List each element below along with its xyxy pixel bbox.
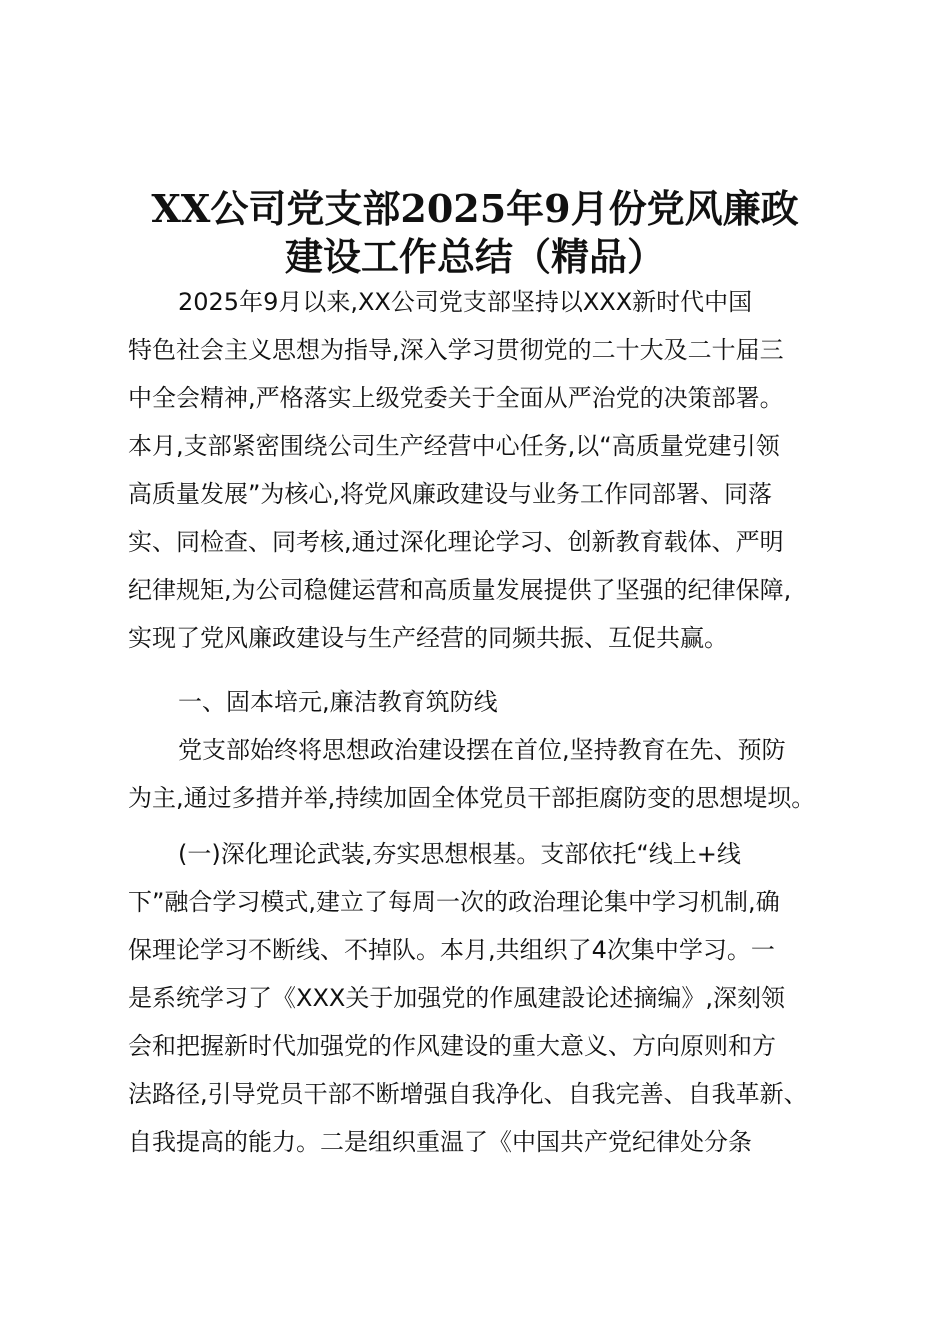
paragraph-1-line-3: 中全会精神,严格落实上级党委关于全面从严治党的决策部署。 <box>128 384 784 412</box>
paragraph-3-line-4: 是系统学习了《XXX关于加强党的作風建設论述摘编》,深刻领 <box>128 984 785 1012</box>
paragraph-1-line-4: 本月,支部紧密围绕公司生产经营中心任务,以“高质量党建引领 <box>128 432 780 460</box>
section-heading-1: 一、固本培元,廉洁教育筑防线 <box>178 688 498 716</box>
paragraph-1-line-1: 2025年9月以来,XX公司党支部坚持以XXX新时代中国 <box>178 288 753 316</box>
paragraph-3-line-7: 自我提高的能力。二是组织重温了《中国共产党纪律处分条 <box>128 1128 752 1156</box>
paragraph-3-line-2: 下”融合学习模式,建立了每周一次的政治理论集中学习机制,确 <box>128 888 780 916</box>
paragraph-3-line-6: 法路径,引导党员干部不断增强自我净化、自我完善、自我革新、 <box>128 1080 808 1108</box>
paragraph-1-line-7: 纪律规矩,为公司稳健运营和高质量发展提供了坚强的纪律保障, <box>128 576 792 604</box>
paragraph-3-line-3: 保理论学习不断线、不掉队。本月,共组织了4次集中学习。一 <box>128 936 775 964</box>
paragraph-2-line-1: 党支部始终将思想政治建设摆在首位,坚持教育在先、预防 <box>178 736 786 764</box>
document-title-line-2: 建设工作总结（精品） <box>284 234 665 279</box>
paragraph-2-line-2: 为主,通过多措并举,持续加固全体党员干部拒腐防变的思想堤坝。 <box>128 784 816 812</box>
paragraph-1-line-5: 高质量发展”为核心,将党风廉政建设与业务工作同部署、同落 <box>128 480 773 508</box>
paragraph-1-line-8: 实现了党风廉政建设与生产经营的同频共振、互促共赢。 <box>128 624 728 652</box>
paragraph-3-line-1: (一)深化理论武装,夯实思想根基。支部依托“线上+线 <box>178 840 741 868</box>
document-title-line-1: XX公司党支部2025年9月份党风廉政 <box>151 186 799 231</box>
paragraph-3-line-5: 会和把握新时代加强党的作风建设的重大意义、方向原则和方 <box>128 1032 776 1060</box>
paragraph-1-line-6: 实、同检查、同考核,通过深化理论学习、创新教育载体、严明 <box>128 528 784 556</box>
paragraph-1-line-2: 特色社会主义思想为指导,深入学习贯彻党的二十大及二十届三 <box>128 336 784 364</box>
